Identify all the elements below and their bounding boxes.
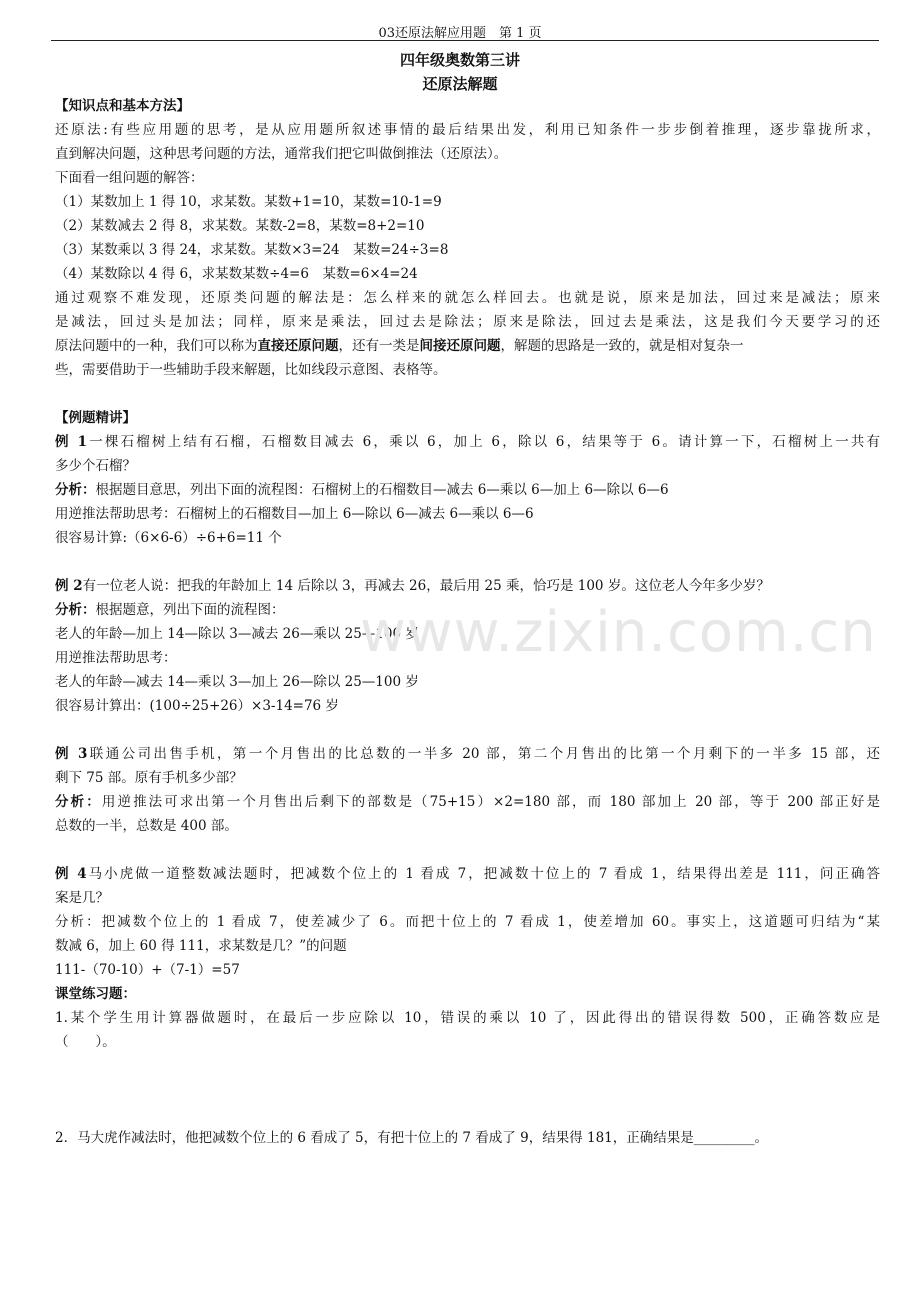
- running-header: 03还原法解应用题 第 1 页: [378, 26, 542, 41]
- knowledge-summary-line: [55, 336, 880, 356]
- example-1-reverse: 用逆推法帮助思考：石榴树上的石榴数目—加上 6—除以 6—减去 6—乘以 6—6: [55, 506, 534, 522]
- knowledge-intro: 下面看一组问题的解答：: [55, 170, 204, 186]
- header-rule: [51, 40, 879, 41]
- practice-question-2: 2．马大虎作减法时，他把减数个位上的 6 看成了 5，有把十位上的 7 看成了 9，结果得 181，正确结果是_________。: [55, 1130, 769, 1146]
- summary-text: 原法问题中的一种，我们可以称为: [55, 338, 258, 354]
- example-4-analysis-cont: 数减 6，加上 60 得 111，求某数是几？”的问题: [55, 938, 347, 954]
- example-4-text: 马小虎做一道整数减法题时，把减数个位上的 1 看成 7，把减数十位上的 7 看成 1，结果得出差是 111，问正确答: [86, 866, 880, 882]
- example-3-question: [55, 744, 880, 764]
- example-2-text: 有一位老人说：把我的年龄加上 14 后除以 3，再减去 26，最后用 25 乘，恰巧是 100 岁。这位老人今年多少岁？: [82, 578, 770, 594]
- knowledge-paragraph-line: 还原法:有些应用题的思考，是从应用题所叙述事情的最后结果出发，利用已知条件一步步倒着推理，逐步靠拢所求，: [55, 122, 880, 138]
- example-4-question-cont: 案是几？: [55, 890, 109, 906]
- summary-text: ，解题的思路是一致的，就是相对复杂一: [500, 338, 744, 354]
- knowledge-heading: 【知识点和基本方法】: [55, 98, 190, 114]
- example-3-analysis: [55, 792, 880, 812]
- example-2-reverse-intro: 用逆推法帮助思考：: [55, 650, 177, 666]
- example-4-label: 例 4: [55, 866, 87, 882]
- knowledge-summary-line: 通过观察不难发现，还原类问题的解法是：怎么样来的就怎么样回去。也就是说，原来是加法，回过来是减法；原来: [55, 290, 880, 306]
- practice-question-1: 1.某个学生用计算器做题时，在最后一步应除以 10，错误的乘以 10 了，因此得出的错误得数 500，正确答数应是: [55, 1010, 880, 1026]
- knowledge-example-4: （4）某数除以 4 得 6，求某数某数÷4=6 某数=6×4=24: [55, 266, 418, 282]
- direct-restore-term: 直接还原问题: [257, 338, 339, 354]
- knowledge-example-1: （1）某数加上 1 得 10，求某数。某数+1=10，某数=10-1=9: [55, 194, 442, 210]
- example-4-calc: 111-（70-10）+（7-1）=57: [55, 962, 240, 978]
- example-2-question: [55, 576, 880, 596]
- indirect-restore-term: 间接还原问题: [419, 338, 501, 354]
- example-3-question-cont: 剩下 75 部。原有手机多少部？: [55, 770, 243, 786]
- example-2-calc: 很容易计算出：(100÷25+26）×3-14=76 岁: [55, 698, 339, 714]
- example-1-label: 例 1: [55, 434, 87, 450]
- analysis-label: 分析：: [55, 794, 102, 810]
- practice-heading: 课堂练习题：: [55, 986, 136, 1002]
- summary-text: ，还有一类是: [338, 338, 420, 354]
- example-4-analysis: 分析：把减数个位上的 1 看成 7，使差减少了 6。而把十位上的 7 看成 1，使差增加 60。事实上，这道题可归结为“某: [55, 914, 880, 930]
- analysis-label: 分析：: [55, 602, 96, 618]
- example-3-analysis-cont: 总数的一半，总数是 400 部。: [55, 818, 238, 834]
- knowledge-summary-line: 是减法，回过头是加法；同样，原来是乘法，回过去是除法；原来是除法，回过去是乘法，这是我们今天要学习的还: [55, 314, 880, 330]
- knowledge-summary-line: 些，需要借助于一些辅助手段来解题，比如线段示意图、表格等。: [55, 362, 447, 378]
- practice-question-1-answer: （ ）。: [55, 1034, 116, 1050]
- example-1-text: 一棵石榴树上结有石榴，石榴数目减去 6，乘以 6，加上 6，除以 6，结果等于 6。请计算一下，石榴树上一共有: [87, 434, 880, 450]
- example-1-question-cont: 多少个石榴？: [55, 458, 136, 474]
- lecture-subtitle: 还原法解题: [422, 75, 498, 93]
- watermark: www.zixin.com.cn: [360, 600, 877, 665]
- analysis-label: 分析：: [55, 482, 96, 498]
- example-3-text: 联通公司出售手机，第一个月售出的比总数的一半多 20 部，第二个月售出的比第一个月剩下的一半多 15 部，还: [87, 746, 880, 762]
- example-1-calc: 很容易计算:（6×6-6）÷6+6=11 个: [55, 530, 282, 546]
- lecture-title: 四年级奥数第三讲: [399, 51, 520, 69]
- example-2-reverse: 老人的年龄—减去 14—乘以 3—加上 26—除以 25—100 岁: [55, 674, 419, 690]
- analysis-text: 用逆推法可求出第一个月售出后剩下的部数是（75+15）×2=180 部，而 180 部加上 20 部，等于 200 部正好是: [101, 794, 880, 810]
- example-4-question: [55, 864, 880, 884]
- example-2-flow: 老人的年龄—加上 14—除以 3—减去 26—乘以 25—100 岁: [55, 626, 419, 642]
- example-2-label: 例 2: [55, 578, 83, 594]
- analysis-text: 根据题意，列出下面的流程图：: [95, 602, 285, 618]
- examples-heading: 【例题精讲】: [55, 410, 136, 426]
- example-3-label: 例 3: [55, 746, 88, 762]
- knowledge-paragraph-line: 直到解决问题，这种思考问题的方法，通常我们把它叫做倒推法（还原法）。: [55, 146, 508, 162]
- knowledge-example-3: （3）某数乘以 3 得 24，求某数。某数×3=24 某数=24÷3=8: [55, 242, 449, 258]
- example-1-analysis: [55, 480, 880, 500]
- analysis-text: 根据题目意思，列出下面的流程图：石榴树上的石榴数目—减去 6—乘以 6—加上 6—除以 6—6: [95, 482, 669, 498]
- example-1-question: [55, 432, 880, 452]
- knowledge-example-2: （2）某数减去 2 得 8，求某数。某数-2=8，某数=8+2=10: [55, 218, 425, 234]
